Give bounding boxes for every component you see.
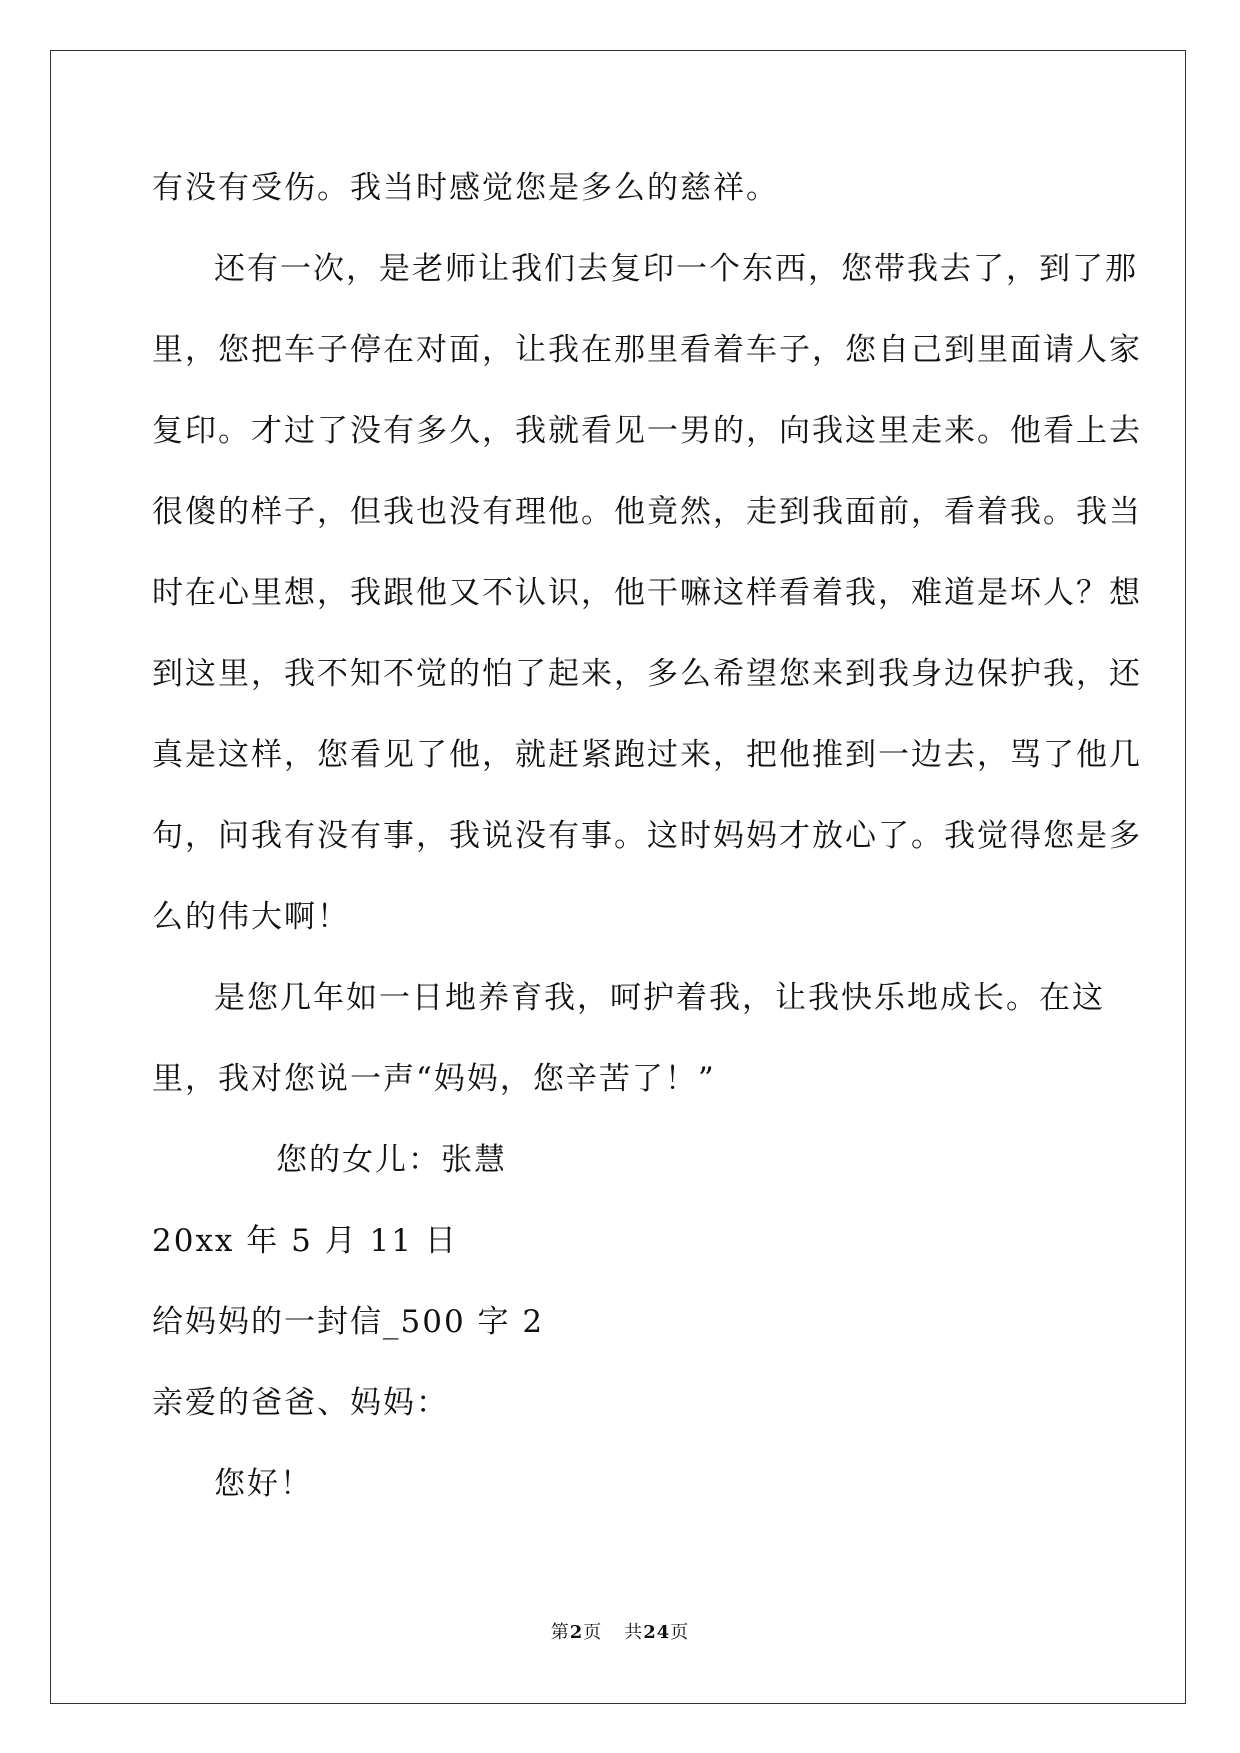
total-pages: 24 <box>643 1622 671 1643</box>
section-title: 给妈妈的一封信_500 字 2 <box>152 1304 545 1340</box>
document-body <box>152 148 1142 1525</box>
page-suffix: 页 <box>583 1622 603 1643</box>
text-line: 里，我对您说一声“妈妈，您辛苦了！” <box>152 1061 716 1097</box>
total-suffix: 页 <box>670 1622 690 1643</box>
text-line: 里，您把车子停在对面，让我在那里看着车子，您自己到里面请人家 <box>152 332 1142 368</box>
page-footer <box>0 1618 1240 1644</box>
text-line: 句，问我有没有事，我说没有事。这时妈妈才放心了。我觉得您是多 <box>152 818 1142 854</box>
text-line: 到这里，我不知不觉的怕了起来，多么希望您来到我身边保护我，还 <box>152 656 1142 692</box>
page-prefix: 第 <box>550 1622 570 1643</box>
greeting-line: 您好！ <box>214 1466 313 1502</box>
paragraph-line: 是您几年如一日地养育我，呵护着我，让我快乐地成长。在这 <box>214 980 1105 1016</box>
text-line: 真是这样，您看见了他，就赶紧跑过来，把他推到一边去，骂了他几 <box>152 737 1142 773</box>
text-line: 时在心里想，我跟他又不认识，他干嘛这样看着我，难道是坏人？想 <box>152 575 1142 611</box>
paragraph-line: 还有一次，是老师让我们去复印一个东西，您带我去了，到了那 <box>214 251 1138 287</box>
page-number: 2 <box>569 1622 584 1643</box>
text-line: 有没有受伤。我当时感觉您是多么的慈祥。 <box>152 170 779 206</box>
text-line: 么的伟大啊！ <box>152 899 350 935</box>
text-line: 很傻的样子，但我也没有理他。他竟然，走到我面前，看着我。我当 <box>152 494 1142 530</box>
signature-line: 您的女儿：张慧 <box>276 1142 507 1178</box>
text-line: 复印。才过了没有多久，我就看见一男的，向我这里走来。他看上去 <box>152 413 1142 449</box>
salutation-line: 亲爱的爸爸、妈妈： <box>152 1385 449 1421</box>
total-prefix: 共 <box>624 1622 644 1643</box>
date-line: 20xx 年 5 月 11 日 <box>152 1223 458 1259</box>
